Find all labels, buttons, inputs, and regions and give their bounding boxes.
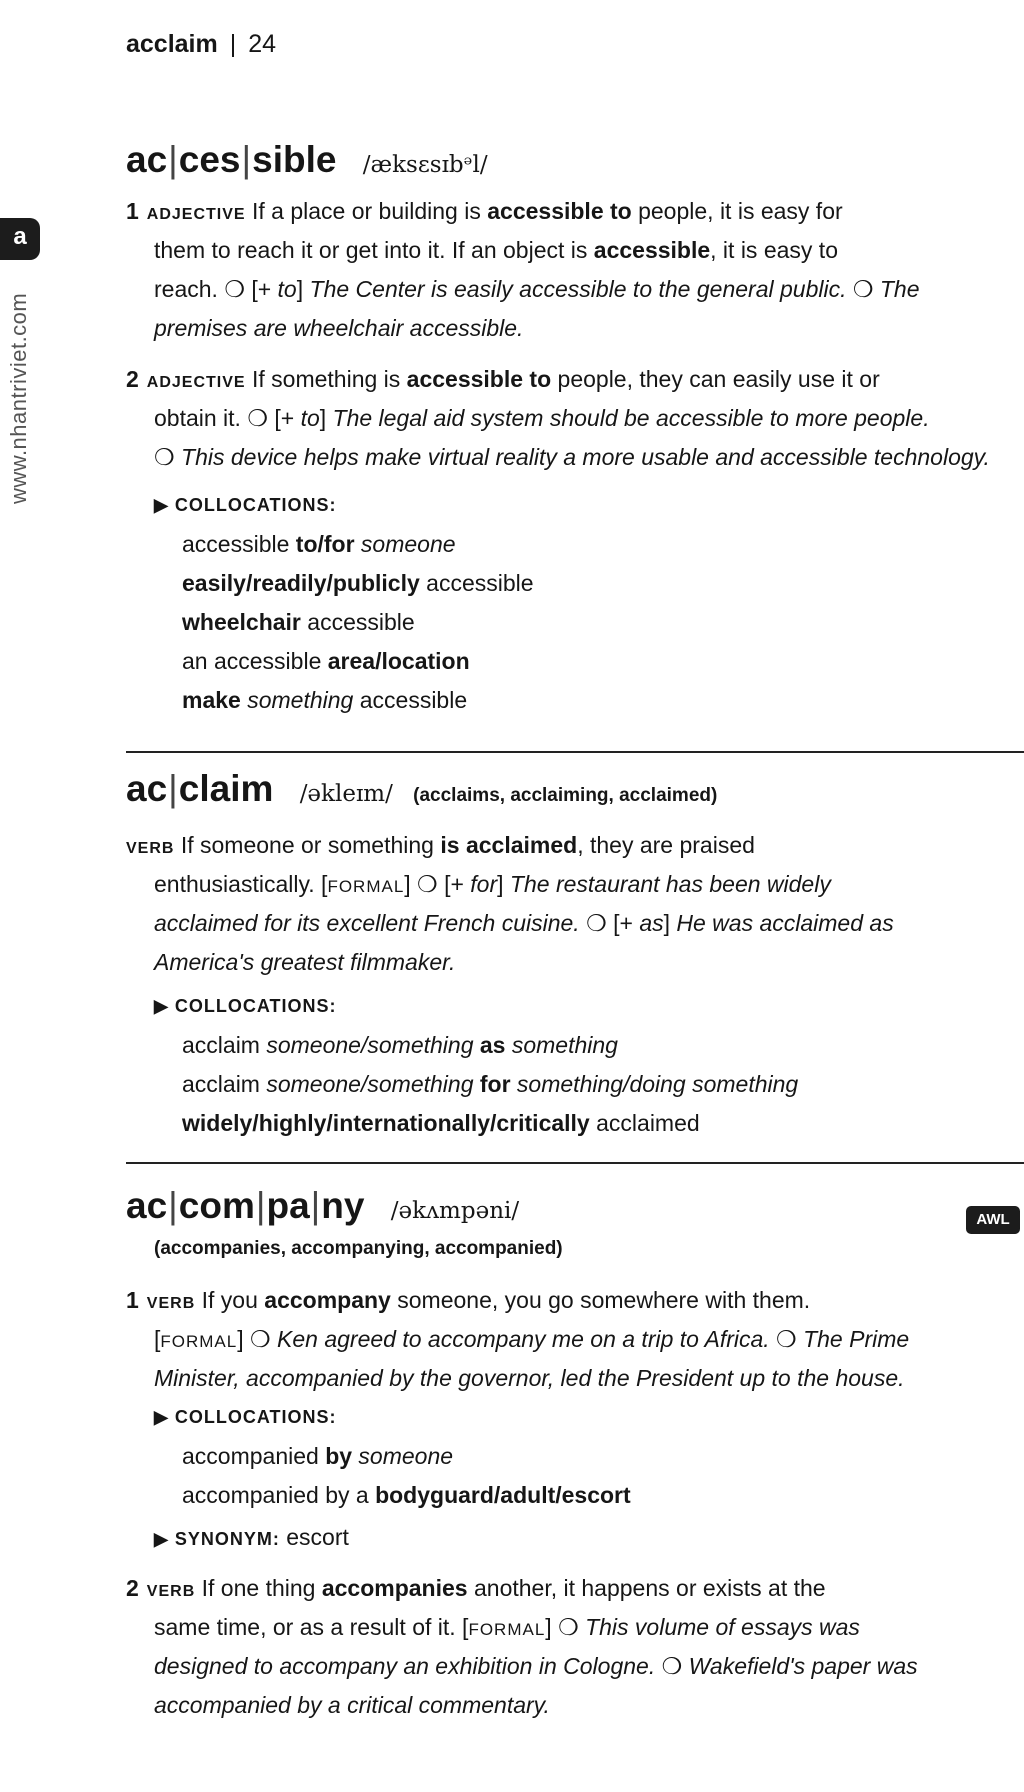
text-run: them to reach it or get into it. If an object is [154,237,594,263]
text-run: The legal aid system should be accessible to more people. [332,405,930,431]
part-of-speech: ADJECTIVE [146,206,246,223]
text-run: wheelchair [182,609,301,635]
text-run: to/for [295,531,355,557]
text-run: to [277,276,297,302]
text-run: an accessible [182,648,328,674]
text-line [126,1281,909,1320]
sense-1 [126,1281,909,1398]
text-run: accompanied [182,1443,326,1469]
text-run: ] [319,405,333,431]
text-run: widely/highly/internationally/critically [182,1110,590,1136]
text-run: If something is [245,366,407,392]
letter-thumb-tab: a [0,218,40,260]
running-header [126,30,276,59]
text-run: ] ❍ [237,1326,278,1352]
text-run: , it is easy to [710,237,838,263]
collocation-item [154,525,534,564]
sense-number: 2 [126,366,139,392]
collocation-item [154,603,534,642]
text-run: another, it happens or exists at the [467,1575,826,1601]
watermark: www.nhantriviet.com [6,292,31,504]
text-run: Wakefield's paper was [688,1653,918,1679]
text-run: enthusiastically. [ [154,871,328,897]
sense-number: 1 [126,1287,139,1313]
text-run: accessible [593,237,711,263]
text-run: as [479,1032,506,1058]
text-run: easily/readily/publicly [182,570,420,596]
text-run: accessible [300,609,415,635]
syllable: ny [321,1185,365,1226]
text-line [126,231,920,270]
text-line [126,1647,918,1686]
text-run: ] [663,910,677,936]
text-run: FORMAL [327,877,405,896]
text-run: The Prime [803,1326,910,1352]
collocation-item [154,681,534,720]
text-run: obtain it. ❍ [+ [154,405,301,431]
text-run: accompanies [321,1575,468,1601]
text-run: reach. ❍ [+ [154,276,278,302]
text-run: make [182,687,241,713]
text-run: is acclaimed [440,832,578,858]
syllable: ac [126,139,168,180]
text-line [126,1359,909,1398]
text-run: This device helps make virtual reality a more usable and accessible technology. [181,444,990,470]
text-run: [ [154,1326,161,1352]
inflections: (acclaims, acclaiming, acclaimed) [413,785,718,806]
sense-verb [126,826,894,982]
synonym [154,1518,349,1559]
text-run: designed to accompany an exhibition in Cologne. [154,1653,656,1679]
text-run: The Center is easily accessible to the general public. [309,276,847,302]
text-run: someone/something [266,1032,480,1058]
text-run: someone [354,531,456,557]
text-run: acclaim [182,1032,267,1058]
sense-2 [126,360,990,477]
page-number: 24 [248,30,277,58]
text-run: ] ❍ [+ [404,871,471,897]
synonym-value: escort [286,1524,349,1550]
text-line [126,438,990,477]
text-run: for [479,1071,511,1097]
text-run: ❍ [769,1326,804,1352]
text-run: The restaurant has been widely [509,871,831,897]
text-run: people, it is easy for [631,198,843,224]
text-run: FORMAL [468,1620,546,1639]
text-run: The [879,276,920,302]
part-of-speech: VERB [126,840,175,857]
part-of-speech: VERB [146,1583,196,1600]
text-run: Minister, accompanied by the governor, led the President up to the house. [154,1365,905,1391]
text-line [126,192,920,231]
text-run: If one thing [195,1575,322,1601]
text-run: accessible to [406,366,552,392]
text-run: acclaimed for its excellent French cuisine. [154,910,580,936]
collocation-item [154,1026,798,1065]
text-line [126,865,894,904]
collocation-item [154,1437,631,1476]
text-run: accompanied by a critical commentary. [154,1692,550,1718]
awl-badge: AWL [966,1206,1020,1234]
syllable: sible [252,139,337,180]
text-run: bodyguard/adult/escort [375,1482,631,1508]
pronunciation: /æksɛsɪbᵊl/ [362,152,488,178]
headword-accompany: ac|com|pa|ny /əkʌmpəni/ [126,1185,520,1226]
collocation-item [154,1065,798,1104]
text-run: ❍ [846,276,880,302]
text-line [126,399,990,438]
text-run: This volume of essays was [585,1614,860,1640]
text-run: something/doing something [510,1071,799,1097]
collocations [154,486,534,720]
syllable: ac [126,768,168,809]
text-run: acclaim [182,1071,267,1097]
sense-number: 1 [126,198,139,224]
sense-number: 2 [126,1575,139,1601]
guide-word: acclaim [126,30,218,58]
text-run: Ken agreed to accompany me on a trip to Africa. [277,1326,770,1352]
entry-divider [126,1162,1024,1164]
pronunciation: /əkleɪm/ [299,781,393,807]
text-run: He was acclaimed as [676,910,894,936]
text-run: ] ❍ [545,1614,586,1640]
text-run: ❍ [655,1653,689,1679]
syllable: ces [178,139,241,180]
collocation-item [154,564,534,603]
text-line [126,1686,918,1725]
text-run: accessible to [487,198,632,224]
text-run: acclaimed [589,1110,700,1136]
text-line [126,309,920,348]
headword-accessible: ac|ces|sible /æksɛsɪbᵊl/ [126,139,488,180]
header-separator: | [229,30,237,58]
text-line [126,826,894,865]
collocations [154,1398,631,1515]
text-run: FORMAL [160,1332,238,1351]
text-run: ❍ [154,444,182,470]
text-run: accessible [182,531,296,557]
collocations-label: ▶ COLLOCATIONS: [154,495,337,515]
text-run: accessible [419,570,534,596]
text-run: to [300,405,320,431]
text-line [126,1320,909,1359]
syllable: ac [126,1185,168,1226]
text-run: If someone or something [174,832,441,858]
text-run: ] [497,871,510,897]
text-line [126,1608,918,1647]
text-run: something [240,687,354,713]
inflections: (accompanies, accompanying, accompanied) [154,1238,563,1259]
text-run: same time, or as a result of it. [ [154,1614,469,1640]
text-run: area/location [327,648,470,674]
text-run: America's greatest filmmaker. [154,949,456,975]
text-run: someone/something [266,1071,480,1097]
text-run: ❍ [+ [579,910,640,936]
text-run: accompanied by a [182,1482,376,1508]
text-line [126,1569,918,1608]
text-line [126,904,894,943]
text-run: people, they can easily use it or [551,366,880,392]
synonym-label: ▶ SYNONYM: [154,1529,280,1549]
text-run: someone, you go somewhere with them. [390,1287,811,1313]
text-line [126,270,920,309]
text-run: accompany [264,1287,391,1313]
collocations-label: ▶ COLLOCATIONS: [154,1407,337,1427]
sense-1 [126,192,920,348]
syllable: claim [178,768,274,809]
part-of-speech: ADJECTIVE [146,374,246,391]
syllable: pa [266,1185,310,1226]
sense-2 [126,1569,918,1725]
pronunciation: /əkʌmpəni/ [390,1198,520,1224]
text-run: If you [195,1287,265,1313]
collocation-item [154,1104,798,1143]
entry-divider [126,751,1024,753]
collocation-item [154,1476,631,1515]
text-line [126,943,894,982]
text-run: by [325,1443,353,1469]
syllable: com [178,1185,255,1226]
collocations [154,987,798,1143]
collocation-item [154,642,534,681]
text-line [126,360,990,399]
headword-acclaim: ac|claim /əkleɪm/ (acclaims, acclaiming, acclaimed) [126,768,718,809]
text-run: ] [296,276,310,302]
text-run: If a place or building is [245,198,488,224]
text-run: as [639,910,664,936]
collocations-label: ▶ COLLOCATIONS: [154,996,337,1016]
text-run: for [470,871,498,897]
part-of-speech: VERB [146,1295,196,1312]
text-run: something [505,1032,618,1058]
text-run: premises are wheelchair accessible. [154,315,524,341]
text-run: someone [352,1443,454,1469]
text-run: , they are praised [577,832,755,858]
text-run: accessible [353,687,468,713]
